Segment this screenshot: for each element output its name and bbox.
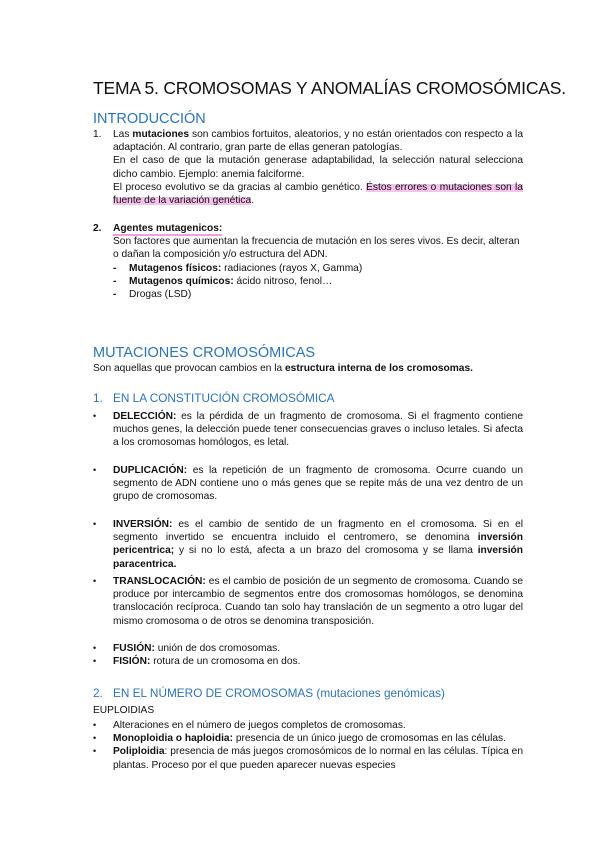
heading-constitucion: 1. EN LA CONSTITUCIÓN CROMOSÓMICA [93,391,335,405]
intro-item-2 [93,222,523,301]
list-item: • DUPLICACIÓN: es la repetición de un fragmento de cromosoma. Ocurre cuando un segmento de ADN contiene uno o más genes que se repite más de una vez dentro de un grupo de cromosomas. [93,465,523,503]
list-item: • Alteraciones en el número de juegos completos de cromosomas. [93,720,406,731]
heading-mutaciones: MUTACIONES CROMOSÓMICAS [93,345,316,361]
list-item: • DELECCIÓN: es la pérdida de un fragmento de cromosoma. Si el fragmento contiene muchos genes, la delección puede tener consecuencias graves o incluso letales. Si afecta a los cromosomas homólogos, es letal. [93,411,523,449]
list-item: • Monoploidia o haploidia: presencia de un único juego de cromosomas en las células. [93,733,506,745]
agentes-text: Son factores que aumentan la frecuencia de mutación en los seres vivos. Es decir, alteran o dañan la composición y/o estructura del ADN. [113,236,520,261]
intro-item-1: 1. Las mutaciones son cambios fortuitos, aleatorios, y no están orientados con respecto a la adaptación. Al contrario, gran parte de ellas generan patologías. En el caso de que la mutación generase adaptabilidad, la selección natural selecciona dicho cambio. Ejemplo: anemia falciforme. El proceso evolutivo se da gracias al cambio genético. Éstos errores o mutaciones son la fuente de la variación genética. [93,129,523,207]
mutaciones-intro: Son aquellas que provocan cambios en la estructura interna de los cromosomas. [93,363,473,374]
agentes-heading: Agentes mutagenicos: [113,223,223,234]
list-item: - Drogas (LSD) [113,289,192,301]
list-item: • INVERSIÓN: es el cambio de sentido de un fragmento en el cromosoma. Si en el segmento invertido se encuentra incluido el centromero, se denomina inversión pericentrica; y si no lo está, afecta a un brazo del cromosoma y se llama inversión paracentrica. [93,519,523,570]
list-item: • Poliploidia: presencia de más juegos cromosómicos de lo normal en las células. Típica en plantas. Proceso por el que pueden aparecer nuevas especies [93,746,523,771]
list-item: - Mutagenos químicos: ácido nitroso, fenol… [113,275,333,287]
list-number: 1. [93,129,102,140]
euploidias-label: EUPLOIDIAS [93,705,155,716]
list-number: 2. [93,223,102,234]
list-item: • TRANSLOCACIÓN: es el cambio de posición de un segmento de cromosoma. Cuando se produce por intercambio de segmentos entre dos cromosomas homólogos, se denomina translocación recíproca. Cuando tan solo hay translación de un segmento a otro lugar del mismo cromosoma o de otros se denomina transposición. [93,576,523,627]
intro-item-1-line3: El proceso evolutivo se da gracias al cambio genético. Éstos errores o mutaciones son la fuente de la variación genética. [113,181,523,207]
intro-item-1-line2: En el caso de que la mutación generase adaptabilidad, la selección natural selecciona dicho cambio. Ejemplo: anemia falciforme. [113,155,523,180]
list-item: - Mutagenos físicos: radiaciones (rayos X, Gamma) [113,262,363,274]
list-item: • FUSIÓN: unión de dos cromosomas. • FISIÓN: rotura de un cromosoma en dos. [93,643,301,668]
euploidias-list [93,719,523,772]
highlighted-text: Éstos errores o mutaciones son la fuente de la variación genética [113,181,523,207]
heading-introduccion: INTRODUCCIÓN [93,111,206,127]
heading-numero: 2. EN EL NÚMERO DE CROMOSOMAS (mutaciones genómicas) [93,686,445,700]
page-title: TEMA 5. CROMOSOMAS Y ANOMALÍAS CROMOSÓMICAS. [93,78,566,98]
